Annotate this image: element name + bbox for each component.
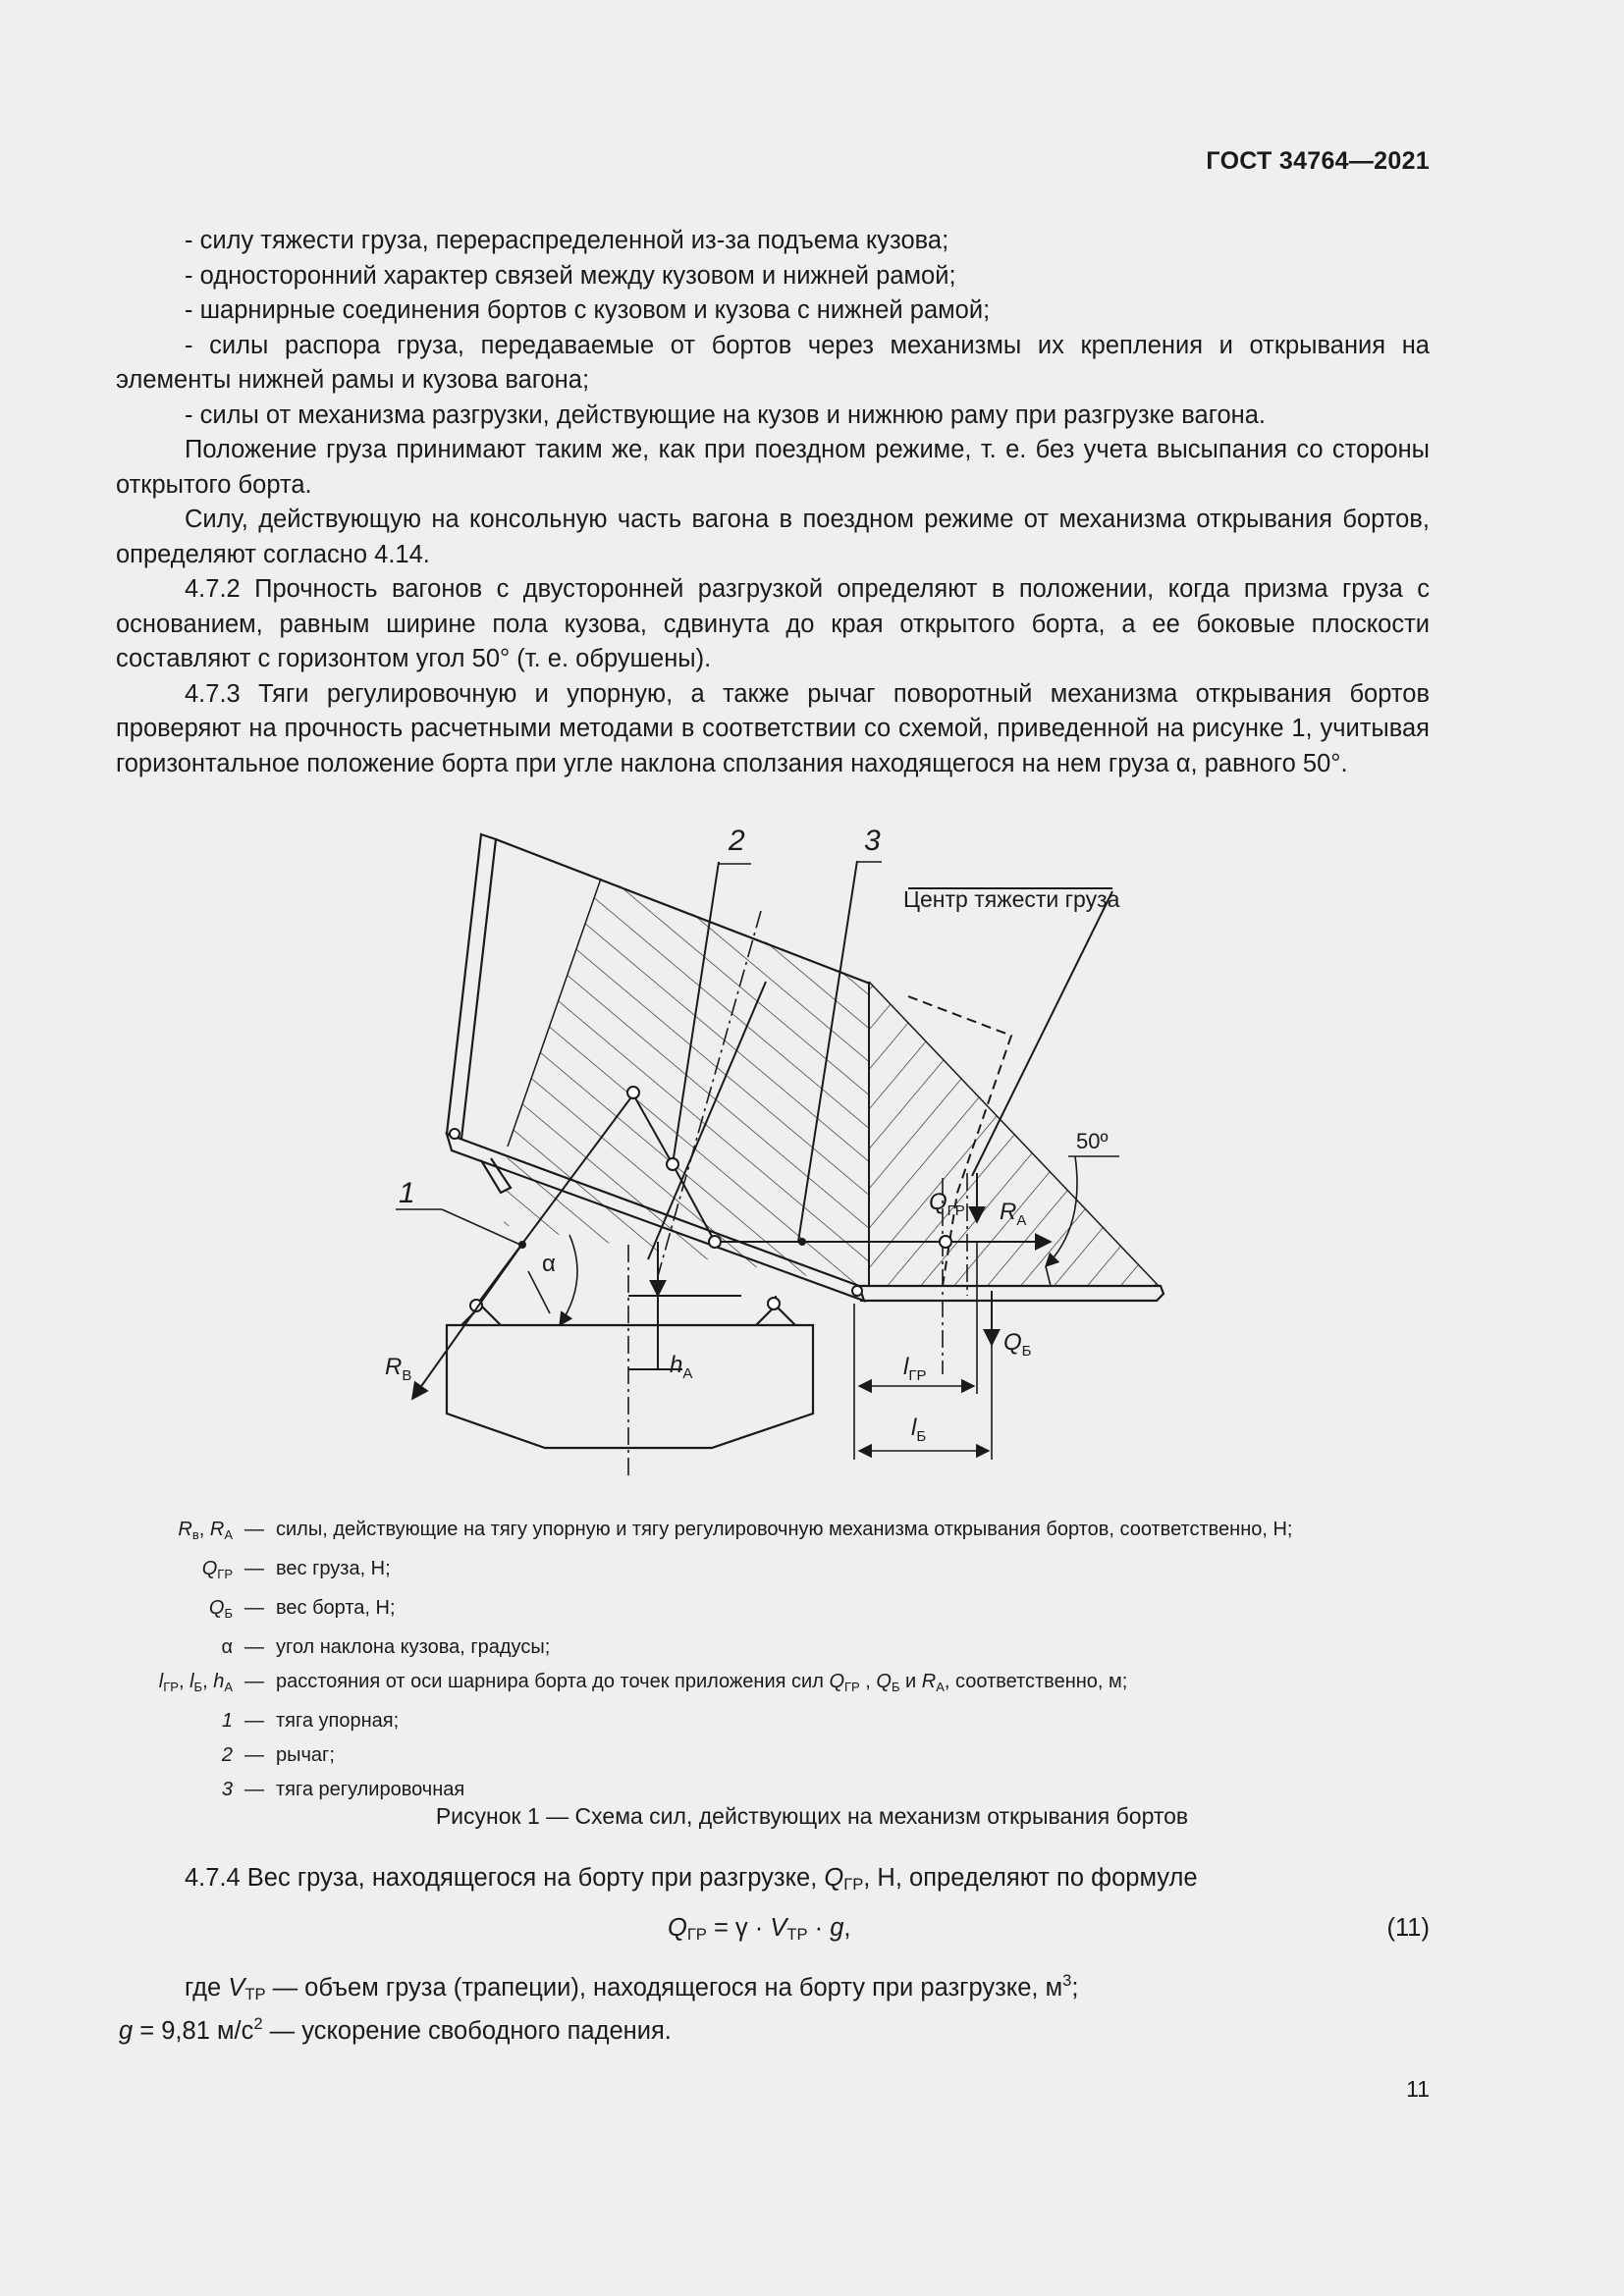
underframe: [447, 1306, 813, 1448]
paragraph: - силы от механизма разгрузки, действующие на кузов и нижнюю раму при разгрузке вагона.: [185, 400, 1266, 429]
paragraph: Положение груза принимают таким же, как при поездном режиме, т. е. без учета высыпания со стороны открытого борта.: [116, 436, 1430, 499]
document-header: ГОСТ 34764—2021: [1206, 147, 1430, 175]
label-1: 1: [399, 1177, 415, 1209]
paragraph: - односторонний характер связей между кузовом и нижней рамой;: [185, 261, 956, 290]
legend-row: 1 — тяга упорная;: [221, 1710, 400, 1732]
figure-legend: [116, 1513, 1292, 1807]
legend-row: 3 — тяга регулировочная: [221, 1779, 465, 1800]
paragraph: Силу, действующую на консольную часть вагона в поездном режиме от механизма открывания бортов, определяют согласно 4.14.: [116, 506, 1430, 568]
body-text: [116, 224, 1430, 781]
l-b-label: $l_Б$: [911, 1415, 927, 1445]
formula-11: $Q_{ГР} = \gamma \cdot V_{ТР} \cdot g$,: [668, 1914, 851, 1944]
q-gr-label: $Q_{ГР}$: [929, 1189, 965, 1219]
alpha-label: α: [542, 1251, 556, 1277]
paragraph: - шарнирные соединения бортов с кузовом и кузова с нижней рамой;: [185, 296, 991, 324]
center-of-gravity-label: Центр тяжести груза: [903, 886, 1120, 912]
l-gr-label: $l_{ГР}$: [903, 1354, 927, 1384]
angle-50-label: 50º: [1076, 1129, 1109, 1153]
paragraph-4-7-4: 4.7.4 Вес груза, находящегося на борту при разгрузке, $Q_{ГР}$, Н, определяют по формуле: [185, 1864, 1198, 1894]
cargo-hatched-area: [504, 879, 1159, 1286]
r-v-label: $R_В$: [385, 1354, 412, 1384]
h-a-label: $h_А$: [670, 1352, 693, 1382]
where-clause-g: g = 9,81 $м/с^2$ — ускорение свободного падения.: [119, 2014, 672, 2045]
paragraph: - силы распора груза, передаваемые от бортов через механизмы их крепления и открывания на элементы нижней рамы и кузова вагона;: [116, 331, 1430, 394]
legend-row: $Q_{ГР}$ — вес груза, Н;: [201, 1558, 391, 1581]
page-number: 11: [1406, 2076, 1430, 2102]
legend-row: $Q_Б$ — вес борта, Н;: [208, 1597, 396, 1621]
label-3: 3: [864, 825, 881, 857]
figure-force-scheme: [373, 821, 1188, 1478]
q-b-label: $Q_Б$: [1003, 1329, 1032, 1360]
legend-row: $R_в$, $R_A$ — силы, действующие на тягу упорную и тягу регулировочную механизма открывания бортов, соответственно, Н;: [178, 1519, 1293, 1542]
legend-row: $l_{ГР}$, $l_Б$, $h_A$ — расстояния от оси шарнира борта до точек приложения сил $Q_{ГР}$ , $Q_Б$ и $R_А$, соответственно, м;: [158, 1671, 1128, 1694]
legend-row: α — угол наклона кузова, градусы;: [221, 1636, 551, 1658]
figure-caption: Рисунок 1 — Схема сил, действующих на механизм открывания бортов: [435, 1803, 1189, 1829]
label-2: 2: [729, 825, 745, 857]
equation-number: (11): [1386, 1914, 1430, 1942]
paragraph: 4.7.3 Тяги регулировочную и упорную, а также рычаг поворотный механизма открывания бортов проверяют на прочность расчетными методами в соответствии со схемой, приведенной на рисунке 1, учитывая горизонтальное положение борта при угле наклона сползания находящегося на нем груза α, равного 50°.: [116, 679, 1430, 777]
r-a-label: $R_А$: [1000, 1199, 1027, 1229]
paragraph: - силу тяжести груза, перераспределенной из-за подъема кузова;: [185, 227, 949, 254]
legend-row: 2 — рычаг;: [221, 1744, 335, 1766]
paragraph: 4.7.2 Прочность вагонов с двусторонней разгрузкой определяют в положении, когда призма груза с основанием, равным ширине пола кузова, сдвинута до края открытого борта, а ее боковые плоскости составляют с горизонтом угол 50° (т. е. обрушены).: [116, 575, 1430, 672]
where-clause-v: где $V_{ТР}$ — объем груза (трапеции), находящегося на борту при разгрузке, $м^3$;: [185, 1971, 1079, 2003]
